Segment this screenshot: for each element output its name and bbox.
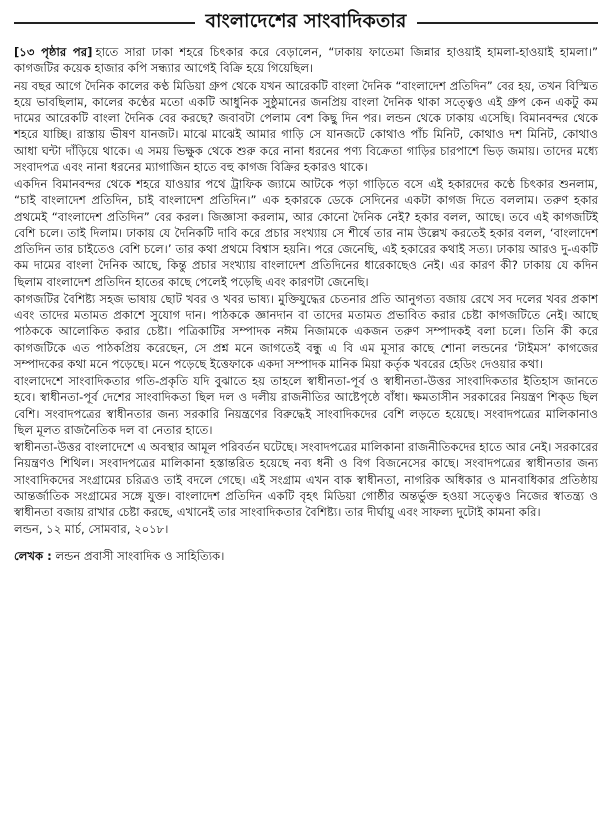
paragraph-4: কাগজটির বৈশিষ্ট্য সহজ ভাষায় ছোট খবর ও খবর ভাষ্য। মুক্তিযুদ্ধের চেতনার প্রতি আনুগত্য বজায় রেখে সব দলের খবর প্রকাশ এবং তাদের মতামত প্রকাশে সুযোগ দান। পাঠককে জ্ঞানদান বা তাদের মতামত প্রভাবিত করার চেষ্টা কাগজটিতে নেই। আছে পাঠককে আলোকিত করার চেষ্টা। পত্রিকাটির সম্পাদক নঈম নিজামকে একজন তরুণ সম্পাদকই বলা চলে। তিনি কী করে কাগজটিকে এত পাঠকপ্রিয় করেছেন, সে প্রশ্ন মনে জাগতেই বন্ধু এ বি এম মূসার কাছে শোনা লন্ডনের ‘টাইমস’ কাগজের সম্পাদকের কথা মনে পড়েছে। মনে পড়েছে ইত্তেফাকে একদা সম্পাদক মানিক মিয়া কর্তৃক খবরের হেডিং দেওয়ার কথা। <box>14 291 598 371</box>
paragraph-1 <box>14 44 598 77</box>
paragraph-2: নয় বছর আগে দৈনিক কালের কণ্ঠ মিডিয়া গ্রুপ থেকে যখন আরেকটি বাংলা দৈনিক “বাংলাদেশ প্রতিদিন” বের হয়, তখন বিস্মিত হয়ে ভাবছিলাম, কালের কণ্ঠের মতো একটি আধুনিক সুষ্ঠুমানের জনপ্রিয় বাংলা দৈনিক থাকা সত্ত্বেও এই গ্রুপ কেন একটু কম দামের আরেকটি বাংলা দৈনিক বের করছে? জবাবটা পেলাম বেশ কিছু দিন পর। লন্ডন থেকে ঢাকায় এসেছি। বিমানবন্দর থেকে শহরে যাচ্ছি। রাস্তায় ভীষণ যানজট। মাঝে মাঝেই আমার গাড়ি সে যানজটে কোথাও পাঁচ মিনিট, কোথাও দশ মিনিট, কোথাও আধা ঘন্টা দাঁড়িয়ে থাকে। এ সময় ভিক্ষুক থেকে শুরু করে নানা ধরনের পণ্য বিক্রেতা গাড়ির চারপাশে ভিড় জমায়। তাদের মধ্যে সংবাদপত্র এবং নানা ধরনের ম্যাগাজিন হাতে বহু কাগজ বিক্রির হকারও থাকে। <box>14 78 598 174</box>
paragraph-3: একদিন বিমানবন্দর থেকে শহরে যাওয়ার পথে ট্রাফিক জ্যামে আটকে পড়া গাড়িতে বসে এই হকারদের কণ্ঠে চিৎকার শুনলাম, “চাই বাংলাদেশ প্রতিদিন, চাই বাংলাদেশ প্রতিদিন।” এক হকারকে ডেকে সেদিনের একটা কাগজ দিতে বললাম। তরুণ হকার প্রথমেই “বাংলাদেশ প্রতিদিন” বের করল। জিজ্ঞাসা করলাম, আর কোনো দৈনিক নেই? হকার বলল, আছে। তবে এই কাগজটিই বেশি চলে। তাই দিলাম। ঢাকায় যে দৈনিকটি দাবি করে প্রচার সংখ্যায় সে শীর্ষে তার নাম উল্লেখ করতেই হকার বলল, ‘বাংলাদেশ প্রতিদিন তার চাইতেও বেশি চলে।’ তার কথা প্রথমে বিশ্বাস হয়নি। পরে জেনেছি, এই হকারের কথাই সত্য। ঢাকায় আরও দু-একটি কম দামের বাংলা দৈনিক আছে, কিন্তু প্রচার সংখ্যায় বাংলাদেশ প্রতিদিনের ধারেকাছেও নেই। এর কারণ কী? ঢাকায় যে কদিন ছিলাম বাংলাদেশ প্রতিদিন হাতের কাছে পেলেই পড়েছি এবং কারণটা জেনেছি। <box>14 177 598 289</box>
paragraph-text: হাতে সারা ঢাকা শহরে চিৎকার করে বেড়ালেন, “ঢাকায় ফাতেমা জিন্নার হাওয়াই হামলা-হাওয়াই হামলা।” কাগজটির কয়েক হাজার কপি সন্ধ্যার আগেই বিক্রি হয়ে গিয়েছিল। <box>14 45 598 76</box>
title-rule-left <box>14 22 195 24</box>
article-body <box>14 44 598 564</box>
author-text: লন্ডন প্রবাসী সাংবাদিক ও সাহিত্যিক। <box>55 548 225 563</box>
title-rule-right <box>417 22 598 24</box>
paragraph-5: বাংলাদেশে সাংবাদিকতার গতি-প্রকৃতি যদি বুঝাতে হয় তাহলে স্বাধীনতা-পূর্ব ও স্বাধীনতা-উত্তর সাংবাদিকতার ইতিহাস জানতে হবে। স্বাধীনতা-পূর্ব দেশের সাংবাদিকতা ছিল দল ও দলীয় রাজনীতির আষ্টেপৃষ্ঠে বাঁধা। ক্ষমতাসীন সরকারের নিয়ন্ত্রণ শিক্ড ছিল বেশি। সংবাদপত্রের স্বাধীনতার জন্য সরকারি নিয়ন্ত্রণের বিরুদ্ধেই সাংবাদিকদের বেশি লড়তে হয়েছে। সংবাদপত্রের মালিকানাও ছিল মূলত রাজনৈতিক দল বা নেতার হাতে। <box>14 374 598 437</box>
paragraph-6: স্বাধীনতা-উত্তর বাংলাদেশে এ অবস্থার আমূল পরিবর্তন ঘটেছে। সংবাদপত্রের মালিকানা রাজনীতিকদের হাতে আর নেই। সরকারের নিয়ন্ত্রণও শিথিল। সংবাদপত্রের মালিকানা হস্তান্তরিত হয়েছে নব্য ধনী ও বিগ বিজনেসের কাছে। সংবাদপত্রের স্বাধীনতার জন্য সাংবাদিকদের সংগ্রামের চরিত্রও তাই বদলে গেছে। এই সংগ্রাম এখন বাক স্বাধীনতা, নাগরিক অধিকার ও মানবাধিকার প্রতিষ্ঠায় আন্তর্জাতিক সংগ্রামের সঙ্গে যুক্ত। বাংলাদেশ প্রতিদিন একটি বৃহৎ মিডিয়া গোষ্ঠীর অন্তর্ভুক্ত হওয়া সত্ত্বেও নিজের স্বাতন্ত্র্য ও স্বাধীনতা বজায় রাখার চেষ্টা করছে, এখানেই তার সাংবাদিকতার বৈশিষ্ট্য। তার দীর্ঘায়ু এবং সাফল্য দুটোই কামনা করি। <box>14 440 598 519</box>
dateline: লন্ডন, ১২ মার্চ, সোমবার, ২০১৮। <box>14 522 169 537</box>
spacer <box>14 538 598 548</box>
continued-label: [১৩ পৃষ্ঠার পর] <box>14 45 93 59</box>
title-row <box>14 8 598 38</box>
author-line <box>14 548 598 564</box>
author-label: লেখক : <box>14 548 52 563</box>
article-title: বাংলাদেশের সাংবাদিকতার <box>205 10 407 32</box>
